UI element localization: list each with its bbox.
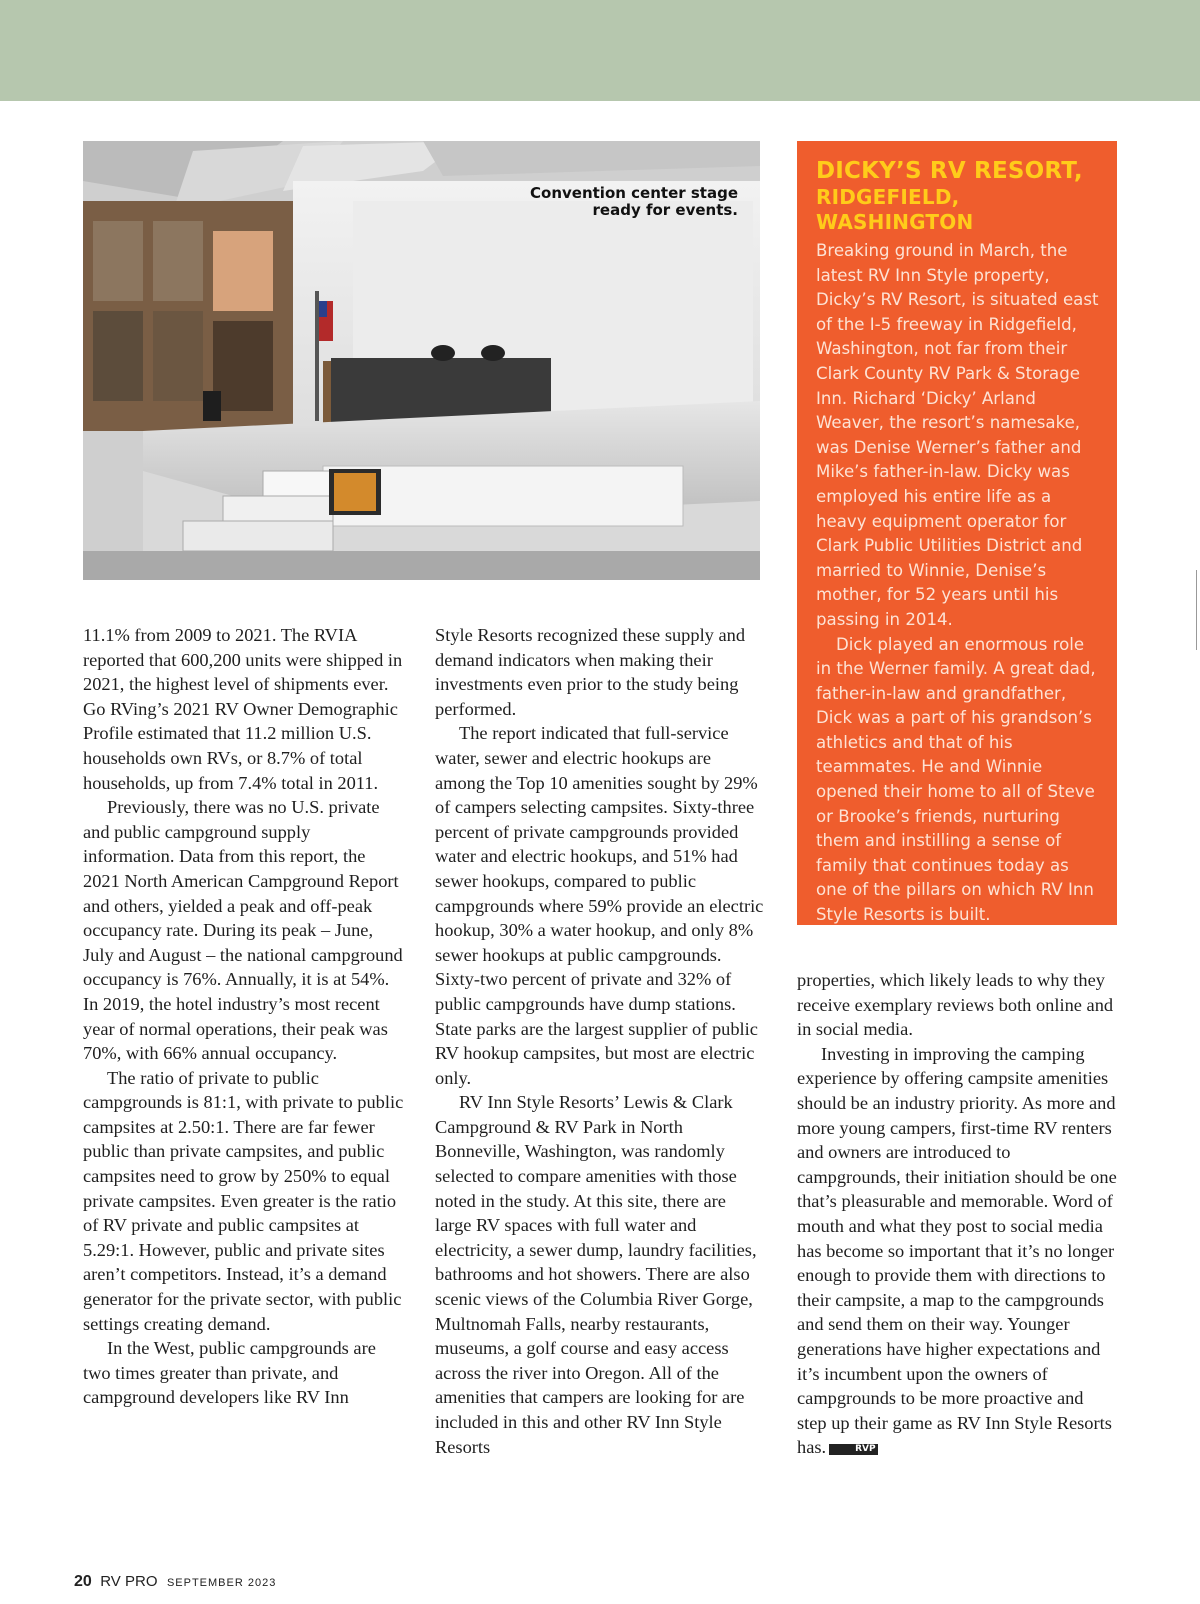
convention-stage-photo — [83, 141, 760, 580]
article-column-2 — [435, 623, 765, 1459]
page-number: 20 — [74, 1573, 92, 1590]
page-edge-rule — [1196, 570, 1197, 650]
sidebar-box — [797, 141, 1117, 925]
body-paragraph: 11.1% from 2009 to 2021. The RVIA reported that 600,200 units were shipped in 2021, the highest level of shipments ever. Go RVing’s 2021 RV Owner Demographic Profile estimated that 11.2 million U.S. households own RVs, or 8.7% of total households, up from 7.4% total in 2011. — [83, 625, 403, 793]
sidebar-paragraph: Breaking ground in March, the latest RV Inn Style property, Dicky’s RV Resort, is situated east of the I-5 freeway in Ridgefield, Washington, not far from their Clark County RV Park & Storage Inn. Richard ‘Dicky’ Arland Weaver, the resort’s namesake, was Denise Werner’s father and Mike’s father-in-law. Dicky was employed his entire life as a heavy equipment operator for Clark Public Utilities District and married to Winnie, Denise’s mother, for 52 years until his passing in 2014. — [816, 241, 1099, 629]
body-paragraph: Style Resorts recognized these supply and demand indicators when making their investments even prior to the study being performed. — [435, 625, 746, 719]
body-paragraph: The ratio of private to public campgrounds is 81:1, with private to public campsites at 2.50:1. There are far fewer public than private campsites, and public campsites need to grow by 250% to equal private campsites. Even greater is the ratio of RV private and public campsites at 5.29:1. However, public and private sites aren’t competitors. Instead, it’s a demand generator for the private sector, with public settings creating demand. — [83, 1067, 404, 1334]
body-paragraph: Previously, there was no U.S. private and public campground supply information. Data from this report, the 2021 North American Campground Report and others, yielded a peak and off-peak occupancy rate. During its peak – June, July and August – the national campground occupancy is 76%. Annually, it is at 54%. In 2019, the hotel industry’s most recent year of normal operations, their peak was 70%, with 66% annual occupancy. — [83, 797, 403, 1064]
body-paragraph: In the West, public campgrounds are two times greater than private, and campground developers like RV Inn — [83, 1338, 376, 1408]
photo-caption — [530, 185, 738, 219]
article-column-3 — [797, 968, 1117, 1460]
article-column-1 — [83, 623, 406, 1410]
caption-line-1: Convention center stage — [530, 184, 738, 202]
body-paragraph: The report indicated that full-service water, sewer and electric hookups are among the Top 10 amenities sought by 29% of campers selecting campsites. Sixty-three percent of private campgrounds provided water and electric hookups, and 51% had sewer hookups, compared to public campgrounds where 59% provide an electric hookup, 30% a water hookup, and only 8% sewer hookups at public campgrounds. Sixty-two percent of private and 32% of public campgrounds have dump stations. State parks are the largest supplier of public RV hookup campsites, but most are electric only. — [435, 723, 764, 1088]
final-paragraph-text: Investing in improving the camping experience by offering campsite amenities should be an industry priority. As more and more young campers, first-time RV renters and owners are introduced to campgrounds, their initiation should be one that’s pleasurable and memorable. Word of mouth and what they post to social media has become so important that it’s no longer enough to provide them with directions to their campsite, a map to the campgrounds and send them on their way. Younger generations have higher expectations and it’s incumbent upon the owners of campgrounds to be more proactive and step up their game as RV Inn Style Resorts has. — [797, 1043, 1117, 1458]
body-paragraph-final — [797, 1042, 1117, 1460]
body-paragraph: RV Inn Style Resorts’ Lewis & Clark Campground & RV Park in North Bonneville, Washington, was randomly selected to compare amenities with those noted in the study. At this site, there are large RV spaces with full water and electricity, a sewer dump, laundry facilities, bathrooms and hot showers. There are also scenic views of the Columbia River Gorge, Multnomah Falls, nearby restaurants, museums, a golf course and easy access across the river into Oregon. All of the amenities that campers are looking for are included in this and other RV Inn Style Resorts — [435, 1092, 757, 1457]
sidebar-subtitle: RIDGEFIELD, WASHINGTON — [816, 185, 974, 234]
sidebar-paragraph: Dick played an enormous role in the Werner family. A great dad, father-in-law and grandfather, Dick was a part of his grandson’s athletics and that of his teammates. He and Winnie opened their home to all of Steve or Brooke’s friends, nurturing them and instilling a sense of family that continues today as one of the pillars on which RV Inn Style Resorts is built. — [816, 634, 1096, 925]
body-paragraph: properties, which likely leads to why they receive exemplary reviews both online and in social media. — [797, 970, 1114, 1040]
magazine-name: RV PRO — [100, 1573, 158, 1590]
end-mark-icon: RVP — [829, 1444, 878, 1455]
caption-line-2: ready for events. — [592, 201, 738, 219]
issue-date: SEPTEMBER 2023 — [166, 1577, 277, 1589]
page-footer — [74, 1573, 276, 1591]
sidebar-title: DICKY’S RV RESORT, — [816, 158, 1083, 184]
header-band — [0, 0, 1200, 101]
